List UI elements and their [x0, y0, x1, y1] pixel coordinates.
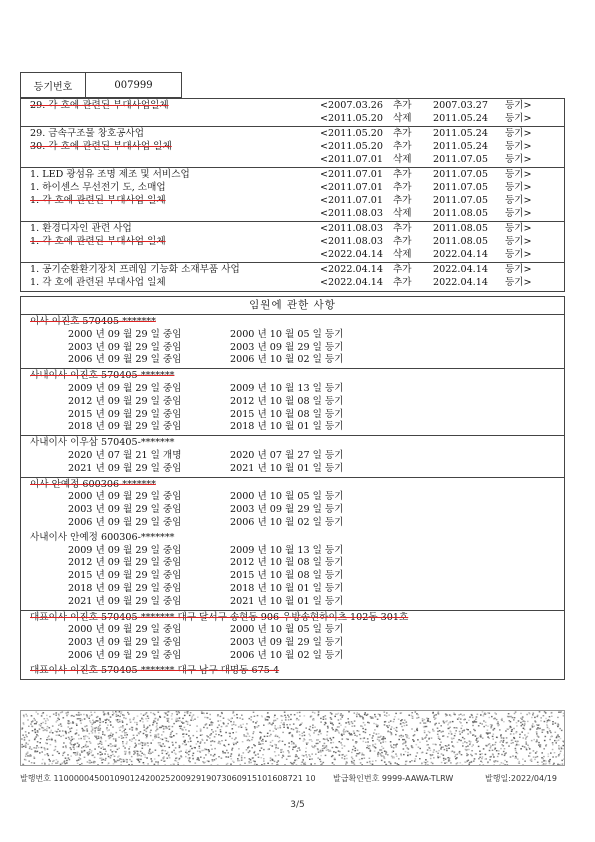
term-start: 2012 년 09 월 29 일 중임: [68, 557, 182, 569]
purpose-date: <2011.08.03: [320, 207, 383, 219]
officer-term-row: [21, 596, 564, 609]
purpose-row: [21, 264, 564, 277]
purpose-action: 추가: [393, 169, 412, 181]
purpose-text: 1. 각 호에 관련된 부대사업 일체: [30, 276, 166, 288]
officer-term-row: [21, 624, 564, 637]
term-start: 2006 년 09 월 29 일 중임: [68, 649, 182, 661]
purpose-date: <2011.08.03: [320, 235, 383, 247]
purpose-action: 추가: [393, 276, 412, 288]
term-start: 2021 년 09 월 29 일 중임: [68, 462, 182, 474]
purpose-action: 추가: [393, 182, 412, 194]
officer-header-row: [21, 437, 564, 450]
term-start: 2021 년 09 월 29 일 중임: [68, 595, 182, 607]
purpose-reg-date: 2011.05.24: [433, 112, 488, 124]
officer-term-row: [21, 650, 564, 663]
term-registration: 2020 년 07 월 27 일 등기: [230, 449, 344, 461]
purpose-reg-date: 2022.04.14: [433, 248, 488, 260]
page-number: 3/5: [290, 800, 305, 810]
purpose-action: 삭제: [393, 248, 412, 260]
purpose-date: <2011.07.01: [320, 169, 383, 181]
purpose-text: 1. LED 광섬유 조명 제조 및 서비스업: [30, 169, 190, 181]
purpose-reg-date: 2011.05.24: [433, 141, 488, 153]
officer-name: 이사 이진호 570405-*******: [30, 316, 156, 327]
term-start: 2003 년 09 월 29 일 중임: [68, 504, 182, 516]
purpose-date: <2011.07.01: [320, 194, 383, 206]
term-registration: 2021 년 10 월 01 일 등기: [230, 462, 344, 474]
purpose-tag: 등기>: [505, 194, 532, 206]
purpose-text: 29. 금속구조물 창호공사업: [30, 128, 145, 140]
officer-term-row: [21, 342, 564, 355]
term-start: 2006 년 09 월 29 일 중임: [68, 516, 182, 528]
purpose-date: <2011.08.03: [320, 223, 383, 235]
purpose-action: 추가: [393, 223, 412, 235]
purpose-text: 1. 공기순환환기장치 프레임 기능화 소재부품 사업: [30, 264, 240, 276]
officer-name: 대표이사 이진호 570405-******* 대구 남구 대명동 675-4: [30, 664, 280, 676]
term-registration: 2018 년 10 월 01 일 등기: [230, 582, 344, 594]
term-start: 2012 년 09 월 29 일 중임: [68, 395, 182, 407]
term-registration: 2009 년 10 월 13 일 등기: [230, 382, 344, 394]
officer-header-row: [21, 612, 564, 625]
officer-term-row: [21, 570, 564, 583]
purpose-tag: 등기>: [505, 207, 532, 219]
officer-header-row: [21, 532, 564, 545]
officer-group: [21, 477, 564, 531]
purpose-date: <2022.04.14: [320, 276, 383, 288]
purpose-date: <2011.05.20: [320, 128, 383, 140]
officer-name: 사내이사 안예정 600306-*******: [30, 531, 175, 543]
term-start: 2003 년 09 월 29 일 중임: [68, 341, 182, 353]
purpose-tag: 등기>: [505, 128, 532, 140]
officer-term-row: [21, 517, 564, 530]
purpose-row: [21, 249, 564, 262]
purpose-reg-date: 2011.05.24: [433, 128, 488, 140]
security-pattern: [20, 710, 565, 766]
purpose-reg-date: 2022.04.14: [433, 264, 488, 276]
confirm-number: 발급확인번호 9999-AAWA-TLRW: [333, 774, 454, 783]
term-registration: 2012 년 10 월 08 일 등기: [230, 557, 344, 569]
purpose-action: 추가: [393, 235, 412, 247]
registration-number-box: [20, 72, 182, 98]
purpose-tag: 등기>: [505, 248, 532, 260]
officer-term-row: [21, 409, 564, 422]
officer-term-row: [21, 421, 564, 434]
officer-term-row: [21, 504, 564, 517]
purpose-reg-date: 2011.07.05: [433, 182, 488, 194]
term-registration: 2000 년 10 월 05 일 등기: [230, 624, 344, 636]
purpose-reg-date: 2022.04.14: [433, 276, 488, 288]
term-registration: 2015 년 10 월 08 일 등기: [230, 408, 344, 420]
term-start: 2000 년 09 월 29 일 중임: [68, 328, 182, 340]
issue-date: 발행일:2022/04/19: [485, 774, 557, 783]
purpose-action: 삭제: [393, 207, 412, 219]
officer-group: [21, 664, 564, 679]
term-registration: 2000 년 10 월 05 일 등기: [230, 328, 344, 340]
term-registration: 2003 년 09 월 29 일 등기: [230, 341, 344, 353]
officer-term-row: [21, 354, 564, 367]
officer-header-row: [21, 370, 564, 383]
purpose-action: 추가: [393, 194, 412, 206]
purpose-date: <2022.04.14: [320, 264, 383, 276]
purpose-group: [21, 262, 564, 290]
term-start: 2009 년 09 월 29 일 중임: [68, 382, 182, 394]
officers-table: [20, 296, 565, 680]
officer-term-row: [21, 383, 564, 396]
officer-term-row: [21, 491, 564, 504]
purpose-reg-date: 2011.08.05: [433, 235, 488, 247]
term-registration: 2018 년 10 월 01 일 등기: [230, 421, 344, 433]
purpose-row: [21, 277, 564, 290]
term-registration: 2009 년 10 월 13 일 등기: [230, 544, 344, 556]
purpose-row: [21, 113, 564, 126]
term-registration: 2006 년 10 월 02 일 등기: [230, 354, 344, 366]
term-registration: 2003 년 09 월 29 일 등기: [230, 504, 344, 516]
purpose-date: <2022.04.14: [320, 248, 383, 260]
purpose-tag: 등기>: [505, 112, 532, 124]
purpose-reg-date: 2011.07.05: [433, 169, 488, 181]
officer-term-row: [21, 396, 564, 409]
purpose-reg-date: 2011.07.05: [433, 153, 488, 165]
officer-term-row: [21, 329, 564, 342]
officer-term-row: [21, 583, 564, 596]
officer-name: 사내이사 이우삼 570405-*******: [30, 437, 175, 449]
officer-group: [21, 315, 564, 368]
term-registration: 2012 년 10 월 08 일 등기: [230, 395, 344, 407]
officer-name: 사내이사 이진호 570405-*******: [30, 370, 175, 382]
officer-name: 이사 안예정 600306-*******: [30, 478, 156, 490]
purpose-text: 30. 각 호에 관련된 부대사업 일체: [30, 141, 172, 153]
purpose-date: <2011.05.20: [320, 112, 383, 124]
purpose-row: [21, 223, 564, 236]
officer-term-row: [21, 637, 564, 650]
purpose-tag: 등기>: [505, 264, 532, 276]
purpose-tag: 등기>: [505, 169, 532, 181]
officer-term-row: [21, 463, 564, 476]
officer-name: 대표이사 이진호 570405-******* 대구 달서구 송현동 906 우방송현하이츠 102동 301호: [30, 611, 409, 623]
purpose-group: [21, 126, 564, 167]
purpose-date: <2011.05.20: [320, 141, 383, 153]
term-registration: 2021 년 10 월 01 일 등기: [230, 595, 344, 607]
purpose-reg-date: 2011.08.05: [433, 223, 488, 235]
purpose-row: [21, 154, 564, 167]
purpose-row: [21, 169, 564, 182]
purpose-action: 삭제: [393, 153, 412, 165]
officer-group: [21, 531, 564, 610]
purpose-date: <2011.07.01: [320, 182, 383, 194]
purpose-action: 추가: [393, 141, 412, 153]
term-start: 2020 년 07 월 21 일 개명: [68, 449, 182, 461]
purpose-tag: 등기>: [505, 182, 532, 194]
purpose-date: <2011.07.01: [320, 153, 383, 165]
term-registration: 2003 년 09 월 29 일 등기: [230, 637, 344, 649]
issue-number: 발행번호 11000004500109012420025200929190730609151016087​21 10: [20, 774, 316, 783]
purpose-tag: 등기>: [505, 100, 532, 111]
purpose-group: [21, 167, 564, 221]
purpose-row: [21, 208, 564, 221]
purpose-text: 29. 각 호에 관련된 부대사업일체: [30, 100, 169, 111]
purpose-group: [21, 99, 564, 126]
officer-header-row: [21, 665, 564, 678]
purpose-group: [21, 221, 564, 262]
officer-group: [21, 610, 564, 664]
officer-term-row: [21, 545, 564, 558]
purpose-row: [21, 141, 564, 154]
term-start: 2018 년 09 월 29 일 중임: [68, 421, 182, 433]
registration-number: 007999: [114, 79, 153, 91]
officers-title: 임원에 관한 사항: [21, 297, 564, 315]
officer-term-row: [21, 557, 564, 570]
purpose-action: 추가: [393, 264, 412, 276]
purpose-tag: 등기>: [505, 141, 532, 153]
purpose-action: 삭제: [393, 112, 412, 124]
purpose-date: <2007.03.26: [320, 100, 383, 111]
term-start: 2015 년 09 월 29 일 중임: [68, 570, 182, 582]
purpose-text: 1. 하이센스 무선전기 도, 소매업: [30, 182, 166, 194]
purpose-text: 1. 각 호에 관련된 부대사업 일체: [30, 194, 166, 206]
purpose-reg-date: 2011.07.05: [433, 194, 488, 206]
purpose-text: 1. 환경디자인 관련 사업: [30, 223, 132, 235]
purpose-tag: 등기>: [505, 223, 532, 235]
term-start: 2009 년 09 월 29 일 중임: [68, 544, 182, 556]
term-registration: 2006 년 10 월 02 일 등기: [230, 649, 344, 661]
officer-group: [21, 368, 564, 435]
term-start: 2000 년 09 월 29 일 중임: [68, 624, 182, 636]
officer-term-row: [21, 450, 564, 463]
term-start: 2000 년 09 월 29 일 중임: [68, 491, 182, 503]
purpose-row: [21, 128, 564, 141]
term-start: 2015 년 09 월 29 일 중임: [68, 408, 182, 420]
purpose-row: [21, 195, 564, 208]
business-purpose-table: [20, 98, 565, 292]
purpose-row: [21, 236, 564, 249]
officer-group: [21, 435, 564, 476]
purpose-reg-date: 2011.08.05: [433, 207, 488, 219]
purpose-action: 추가: [393, 128, 412, 140]
purpose-row: [21, 182, 564, 195]
purpose-reg-date: 2007.03.27: [433, 100, 488, 111]
purpose-tag: 등기>: [505, 153, 532, 165]
term-registration: 2000 년 10 월 05 일 등기: [230, 491, 344, 503]
purpose-tag: 등기>: [505, 276, 532, 288]
officer-header-row: [21, 479, 564, 492]
registration-label: 등기번호: [21, 73, 86, 97]
term-start: 2018 년 09 월 29 일 중임: [68, 582, 182, 594]
term-registration: 2006 년 10 월 02 일 등기: [230, 516, 344, 528]
purpose-action: 추가: [393, 100, 412, 111]
officer-header-row: [21, 316, 564, 329]
term-registration: 2015 년 10 월 08 일 등기: [230, 570, 344, 582]
term-start: 2006 년 09 월 29 일 중임: [68, 354, 182, 366]
purpose-tag: 등기>: [505, 235, 532, 247]
purpose-row: [21, 100, 564, 113]
purpose-text: 1. 각 호에 관련된 부대사업 일체: [30, 235, 166, 247]
term-start: 2003 년 09 월 29 일 중임: [68, 637, 182, 649]
